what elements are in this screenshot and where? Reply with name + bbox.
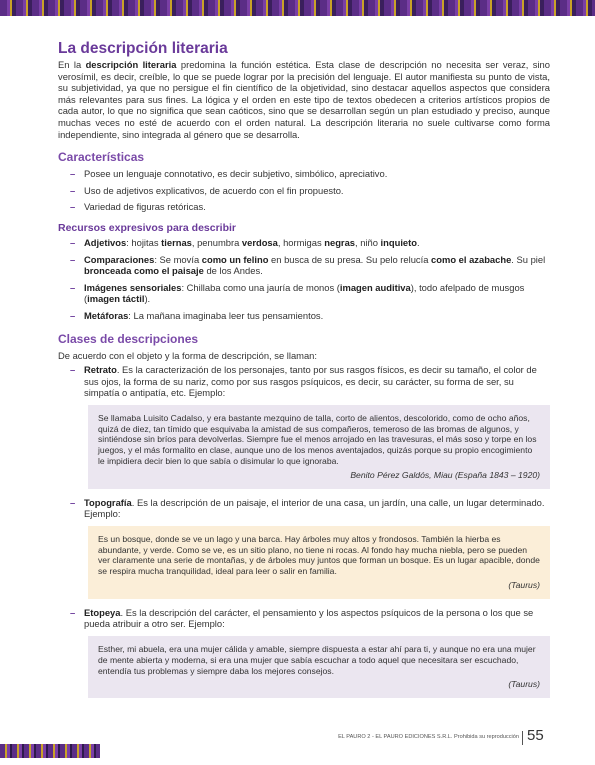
footer-credit: EL PAURO 2 - EL PAURO EDICIONES S.R.L. Prohibida su reproducción <box>338 734 519 740</box>
quote-text: Es un bosque, donde se ve un lago y una barca. Hay árboles muy altos y frondosos. También la hierba es abundante, y verde. Como se ve, es un sitio plano, no tiene ni rocas. Al fondo hay mucha niebla, pero se pueden ver claramente una serie de montañas, y de árboles muy juntos que forman un bosque. Es un lugar apacible, donde se respira mucha tranquilidad, ideal para leer o salir en familia. <box>98 533 540 577</box>
quote-text: Esther, mi abuela, era una mujer cálida y amable, siempre dispuesta a estar ahí para ti, y aunque no era una mujer de mente abierta y moderna, si era una mujer que sabía escuchar a todo aquel que necesitara ser escuchado, entendía tus problemas y siempre daba los mejores consejos. <box>98 644 536 676</box>
dash-bullet: – <box>70 606 76 618</box>
quote-text: Se llamaba Luisito Cadalso, y era bastante mezquino de talla, corto de alientos, descolorido, como de ocho años, quizá de diez, tan tímido que esquivaba la amistad de sus compañeros, temeroso de las bromas de algunos, y sintiéndose sin bríos para devolverlas. Siempre fue el menos arrojado en las travesuras, el más soso y torpe en los juegos, y el más formalito en clase, aunque uno de los menos aventajados, quizás porque su propio encogimiento le impidiera decir bien lo que sabía o disimular lo que ignoraba. <box>98 412 537 467</box>
dash-bullet: – <box>70 281 76 293</box>
dash-bullet: – <box>70 168 76 180</box>
clases-list <box>58 364 550 399</box>
dash-bullet: – <box>70 309 76 321</box>
term-text: en busca de su presa. Su pelo relucía <box>268 253 432 265</box>
clases-list <box>58 497 550 520</box>
example-quote-topografia <box>88 526 550 599</box>
decorative-bottom-band <box>0 744 100 758</box>
term-label: Comparaciones <box>84 253 155 265</box>
caracteristicas-list <box>58 168 550 213</box>
list-item-retrato <box>58 364 550 399</box>
list-item-text: Posee un lenguaje connotativo, es decir subjetivo, simbólico, apreciativo. <box>84 168 388 180</box>
term-text: : hojitas <box>126 236 162 248</box>
term-keyword: negras <box>324 236 355 248</box>
footer-divider <box>522 731 523 745</box>
term-text: , niño <box>355 236 381 248</box>
term-text: . <box>417 236 420 248</box>
term-keyword: imagen auditiva <box>339 281 411 293</box>
list-item <box>58 237 550 249</box>
quote-source: Benito Pérez Galdós, Miau (España 1843 – 1920) <box>350 469 540 480</box>
term-keyword: inquieto <box>380 236 417 248</box>
quote-source: (Taurus) <box>508 679 540 690</box>
dash-bullet: – <box>70 253 76 265</box>
term-keyword: tiernas <box>161 236 192 248</box>
term-label: Imágenes sensoriales <box>84 281 182 293</box>
term-label: Adjetivos <box>84 236 127 248</box>
page-content <box>58 40 550 706</box>
list-item <box>58 310 550 322</box>
term-text: ), todo afelpado de musgos ( <box>84 281 525 305</box>
example-quote-retrato <box>88 405 550 489</box>
list-item <box>58 254 550 277</box>
term-text: , penumbra <box>191 236 242 248</box>
term-keyword: imagen táctil <box>87 293 145 305</box>
intro-paragraph <box>58 59 550 140</box>
list-item <box>58 185 550 197</box>
term-text: : Chillaba como una jauría de monos ( <box>181 281 340 293</box>
list-item-etopeya <box>58 607 550 630</box>
list-item-text: Variedad de figuras retóricas. <box>84 201 206 213</box>
term-label: Etopeya <box>84 606 121 618</box>
list-item-topografia <box>58 497 550 520</box>
page-title: La descripción literaria <box>58 40 228 57</box>
dash-bullet: – <box>70 236 76 248</box>
dash-bullet: – <box>70 201 76 213</box>
page-footer <box>0 726 595 746</box>
term-text: : La mañana imaginaba leer tus pensamientos. <box>128 309 324 321</box>
section-heading-recursos: Recursos expresivos para describir <box>58 221 237 234</box>
term-label: Retrato <box>84 364 117 376</box>
list-item <box>58 201 550 213</box>
term-text: . Es la caracterización de los personajes, tanto por sus rasgos físicos, es decir su tamaño, el color de sus ojos, la forma de su nariz, como por sus rasgos psíquicos, es decir, su carácter, su forma de ser, su simpatía o antipatía, etc. Ejemplo: <box>84 364 537 399</box>
section-heading-caracteristicas: Características <box>58 150 145 165</box>
recursos-list <box>58 237 550 322</box>
quote-source: (Taurus) <box>508 580 540 591</box>
term-text: : Se movía <box>154 253 202 265</box>
term-text: . Es la descripción de un paisaje, el interior de una casa, un jardín, una calle, un lugar determinado. Ejemplo: <box>84 496 545 520</box>
term-label: Metáforas <box>84 309 129 321</box>
decorative-top-band <box>0 0 595 16</box>
dash-bullet: – <box>70 496 76 508</box>
list-item <box>58 168 550 180</box>
dash-bullet: – <box>70 184 76 196</box>
term-text: de los Andes. <box>203 265 263 277</box>
intro-text: En la <box>58 59 86 70</box>
term-keyword: bronceada como el paisaje <box>84 265 204 277</box>
clases-lead: De acuerdo con el objeto y la forma de descripción, se llaman: <box>58 349 317 361</box>
term-text: . Su piel <box>511 253 546 265</box>
clases-list <box>58 607 550 630</box>
term-text: ). <box>144 293 151 305</box>
section-heading-clases: Clases de descripciones <box>58 331 199 346</box>
list-item-text: Uso de adjetivos explicativos, de acuerdo con el fin propuesto. <box>84 184 344 196</box>
dash-bullet: – <box>70 364 76 376</box>
page-number: 55 <box>527 727 544 744</box>
intro-text-rest: predomina la función estética. Esta clase de descripción no necesita ser veraz, sino verosímil, es decir, creíble, lo que se puede lograr por la precisión del lenguaje. El autor manifiesta su punto de vista, su subjetividad, ya que no persigue el fin científico de la objetividad, sino destacar aquellos aspectos que considera más relevantes para sus fines. La lógica y el orden en este tipo de textos obedecen a criterios artísticos propios de cada autor, lo que no significa que sean caóticos, sino que se desarrollan según un plan estudiado y preciso, aunque muchas veces no esté de acuerdo con el orden natural. La descripción literaria no suele cultivarse como forma independiente, sino integrada al género que se desarrolla. <box>58 59 550 140</box>
term-text: . Es la descripción del carácter, el pensamiento y los aspectos psíquicos de la persona o los que se pueda atribuir a otro ser. Ejemplo: <box>84 606 534 630</box>
list-item <box>58 282 550 305</box>
term-text: , hormigas <box>277 236 325 248</box>
term-keyword: como el azabache <box>431 253 512 265</box>
term-keyword: verdosa <box>241 236 278 248</box>
example-quote-etopeya <box>88 636 550 698</box>
intro-keyword: descripción literaria <box>85 59 177 70</box>
term-label: Topografía <box>84 496 132 508</box>
term-keyword: como un felino <box>201 253 269 265</box>
